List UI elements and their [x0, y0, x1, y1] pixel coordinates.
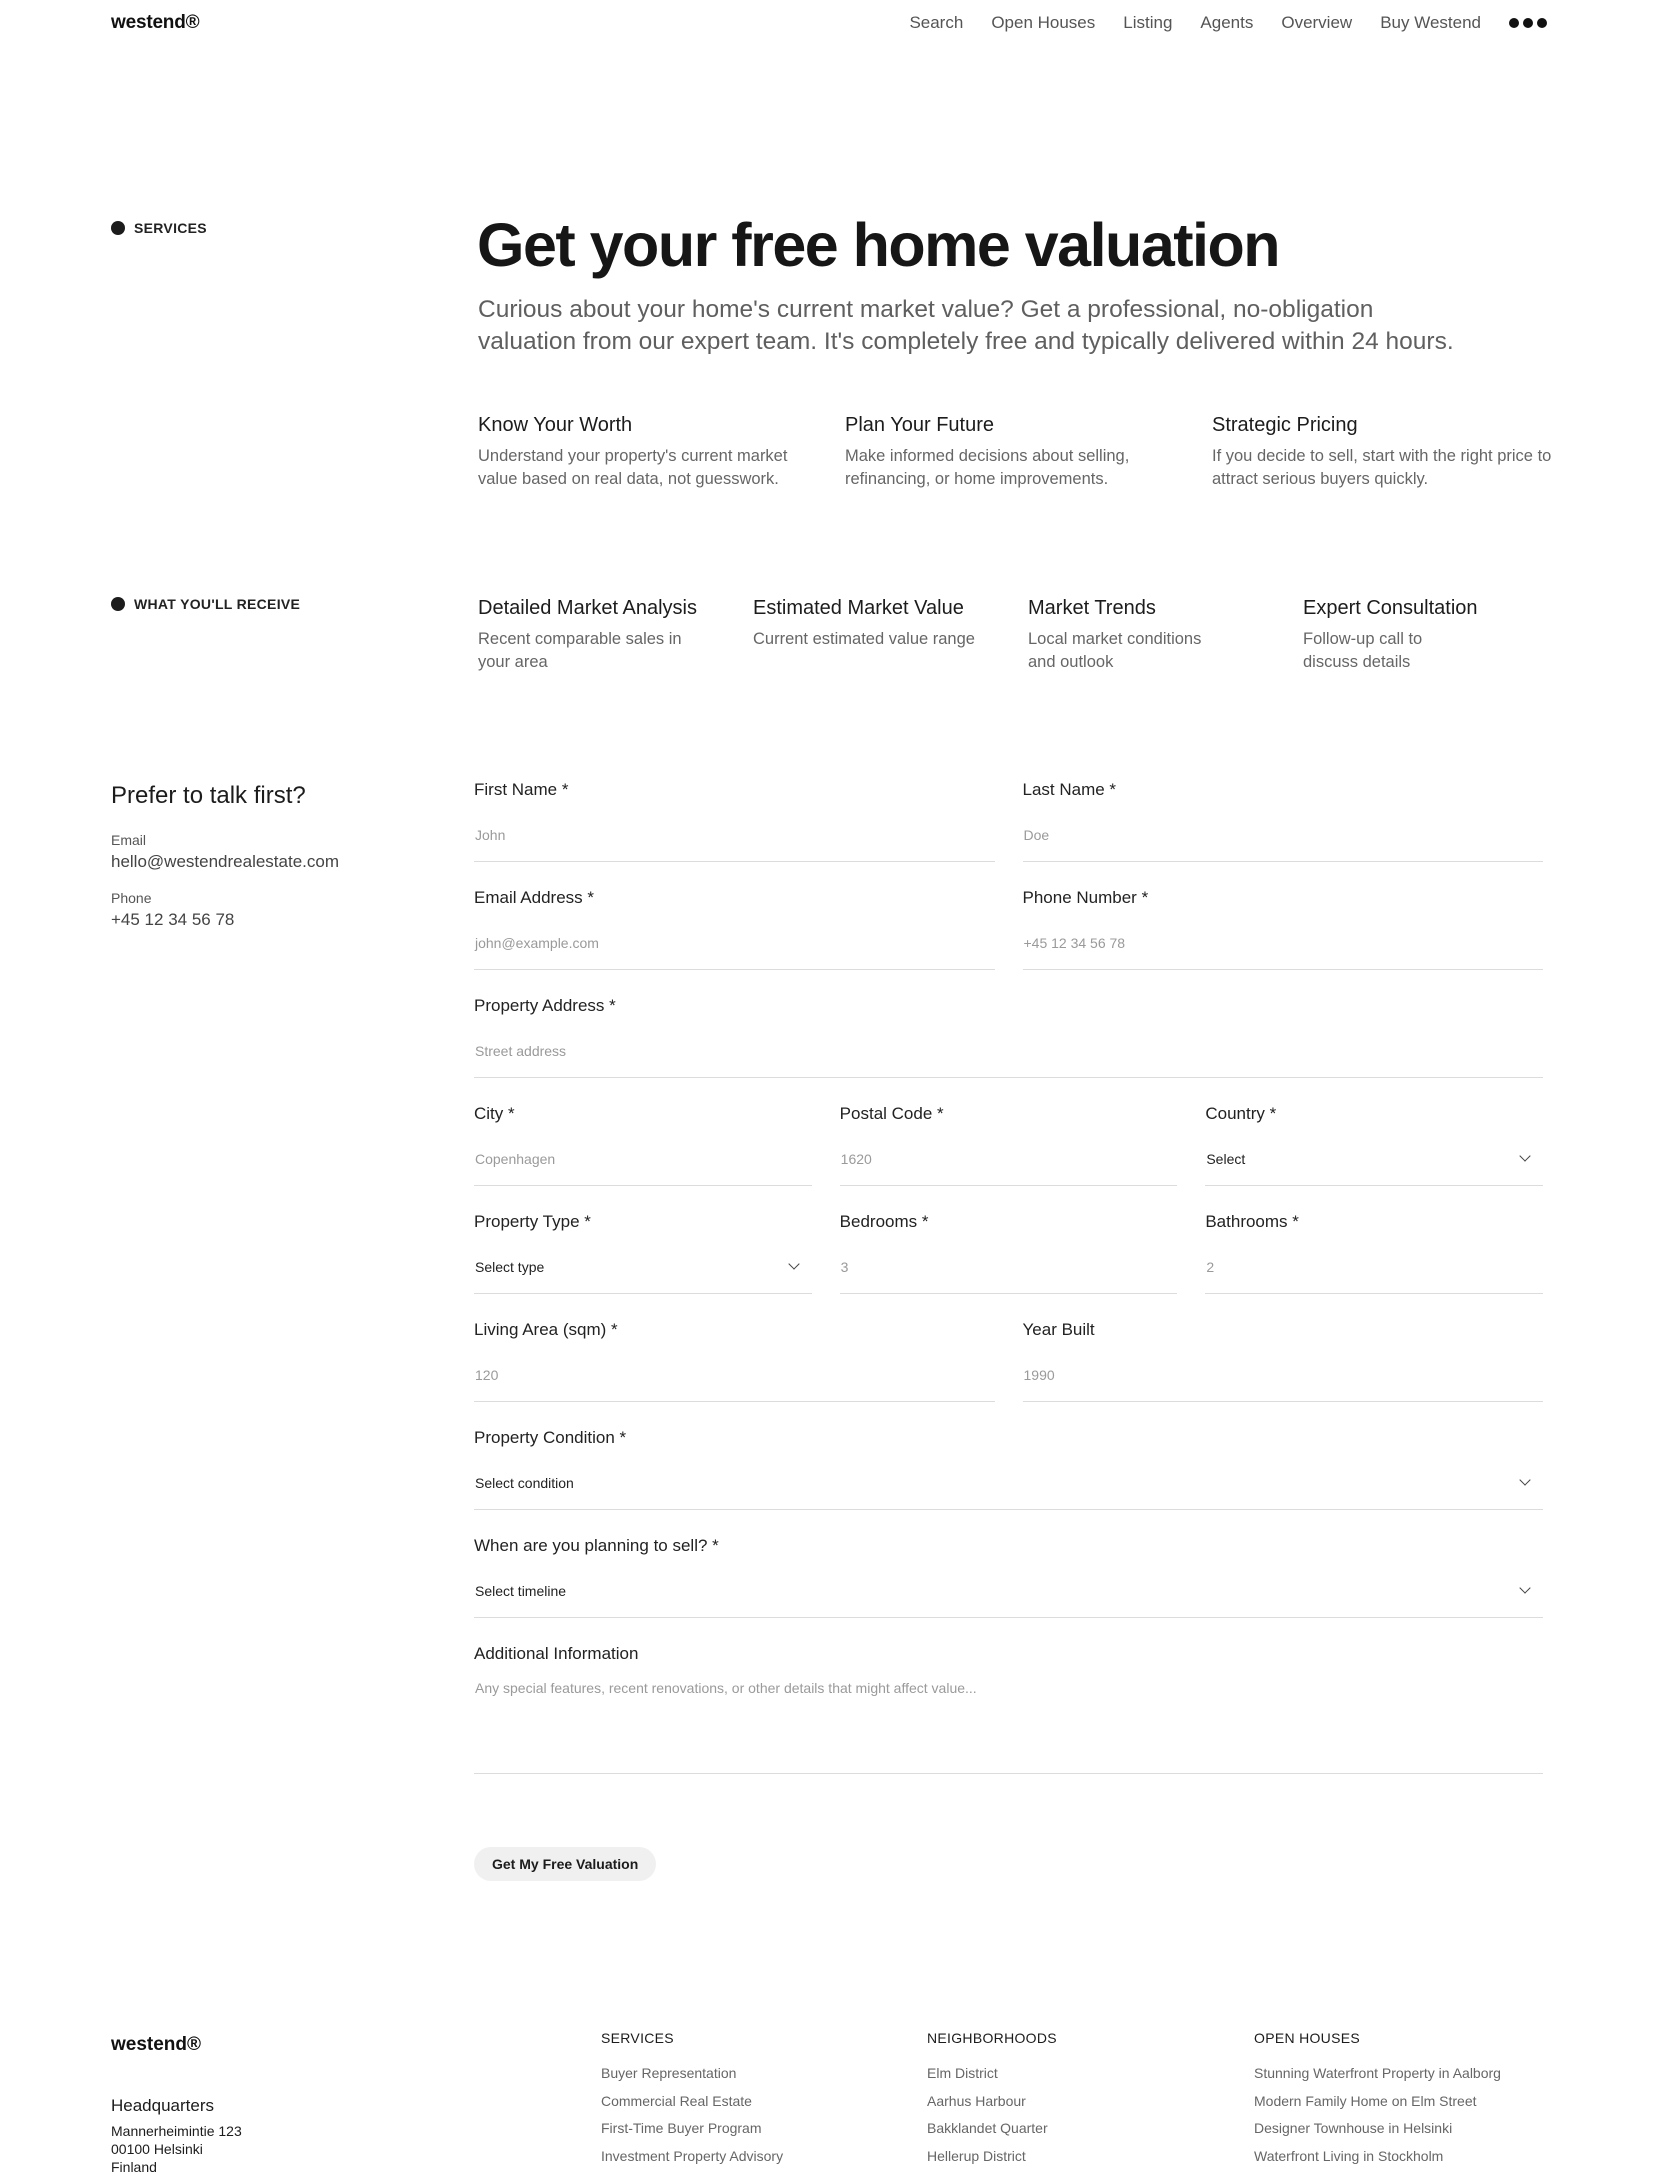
- receive-label-text: WHAT YOU'LL RECEIVE: [134, 596, 301, 612]
- chevron-down-icon: [1519, 1474, 1530, 1485]
- page-title: Get your free home valuation: [477, 211, 1280, 279]
- postal-code-input[interactable]: [840, 1126, 1178, 1186]
- receive-list: [478, 597, 1578, 674]
- field-label: Living Area (sqm) *: [474, 1320, 618, 1339]
- last-name-field: [1023, 780, 1544, 862]
- footer-column-title: SERVICES: [601, 2030, 674, 2046]
- benefit-item: [1212, 414, 1579, 491]
- field-label: Last Name *: [1022, 780, 1117, 799]
- main-nav: [909, 10, 1547, 36]
- headquarters: [111, 2096, 242, 2175]
- condition-field: [474, 1428, 1543, 1510]
- bullet-icon: [111, 221, 125, 235]
- footer-logo[interactable]: westend®: [111, 2034, 202, 2055]
- email-input[interactable]: [474, 910, 995, 970]
- timeline-field: [474, 1536, 1543, 1618]
- footer-link[interactable]: Investment Property Advisory: [601, 2147, 784, 2164]
- address-field: [474, 996, 1543, 1078]
- placeholder: John: [475, 826, 506, 843]
- bedrooms-input[interactable]: [840, 1234, 1178, 1294]
- field-label: Year Built: [1022, 1320, 1095, 1339]
- field-label: When are you planning to sell? *: [474, 1536, 719, 1555]
- logo[interactable]: westend®: [111, 12, 200, 33]
- select-value: Select condition: [475, 1474, 574, 1491]
- field-label: Bedrooms *: [839, 1212, 929, 1231]
- nav-search[interactable]: Search: [909, 13, 964, 32]
- first-name-field: [474, 780, 995, 862]
- phone-field: [1023, 888, 1544, 970]
- footer-open-houses-column: [1254, 2030, 1501, 2175]
- footer-column-title: OPEN HOUSES: [1254, 2030, 1360, 2046]
- nav-agents[interactable]: Agents: [1200, 13, 1254, 32]
- footer-link[interactable]: Aarhus Harbour: [927, 2092, 1026, 2109]
- footer-link[interactable]: Stunning Waterfront Property in Aalborg: [1254, 2065, 1501, 2081]
- hq-line: Mannerheimintie 123: [111, 2123, 242, 2139]
- receive-title: Market Trends: [1028, 597, 1156, 619]
- living-area-input[interactable]: [474, 1342, 995, 1402]
- field-label: Bathrooms *: [1205, 1212, 1299, 1231]
- property-type-select[interactable]: [474, 1234, 812, 1294]
- city-input[interactable]: [474, 1126, 812, 1186]
- field-label: Postal Code *: [839, 1104, 944, 1123]
- address-input[interactable]: [474, 1018, 1543, 1078]
- receive-text: Follow-up call to discuss details: [1303, 630, 1423, 671]
- placeholder: 1620: [840, 1150, 872, 1167]
- select-value: Select timeline: [475, 1582, 567, 1599]
- country-select[interactable]: [1205, 1126, 1543, 1186]
- chevron-down-icon: [1519, 1150, 1530, 1161]
- placeholder: 3: [840, 1258, 849, 1275]
- condition-select[interactable]: [474, 1450, 1543, 1510]
- receive-title: Estimated Market Value: [753, 597, 964, 619]
- select-value: Select type: [475, 1258, 545, 1275]
- bathrooms-input[interactable]: [1205, 1234, 1543, 1294]
- bedrooms-field: [840, 1212, 1178, 1294]
- placeholder: 1990: [1023, 1366, 1055, 1383]
- footer-link[interactable]: Commercial Real Estate: [601, 2092, 752, 2109]
- receive-item: [1303, 597, 1578, 674]
- contact-email-link[interactable]: hello@westendrealestate.com: [111, 852, 339, 871]
- contact-phone-link[interactable]: +45 12 34 56 78: [111, 910, 235, 929]
- receive-item: [478, 597, 753, 674]
- receive-text: Local market conditions and outlook: [1028, 630, 1202, 671]
- city-field: [474, 1104, 812, 1186]
- year-built-field: [1023, 1320, 1544, 1402]
- field-label: Email Address *: [474, 888, 594, 907]
- contact-title: Prefer to talk first?: [111, 782, 306, 809]
- benefit-item: [478, 414, 845, 491]
- footer-link[interactable]: Buyer Representation: [601, 2065, 737, 2081]
- select-value: Select: [1206, 1150, 1246, 1167]
- benefit-text: If you decide to sell, start with the right price to attract serious buyers quickly.: [1212, 447, 1552, 488]
- field-label: First Name *: [474, 780, 569, 799]
- benefit-title: Strategic Pricing: [1212, 414, 1358, 436]
- submit-valuation-button[interactable]: Get My Free Valuation: [474, 1847, 656, 1881]
- footer-column-title: NEIGHBORHOODS: [927, 2030, 1057, 2046]
- footer-link[interactable]: Waterfront Living in Stockholm: [1254, 2147, 1444, 2164]
- valuation-form: [474, 780, 1543, 1800]
- footer-link[interactable]: First-Time Buyer Program: [601, 2120, 762, 2136]
- field-label: Phone Number *: [1022, 888, 1149, 907]
- contact-phone-label: Phone: [111, 890, 152, 906]
- services-label-text: SERVICES: [134, 220, 207, 236]
- footer-link[interactable]: Bakklandet Quarter: [927, 2120, 1048, 2136]
- chevron-down-icon: [1519, 1582, 1530, 1593]
- receive-title: Expert Consultation: [1303, 597, 1478, 619]
- receive-section-label: [111, 596, 300, 612]
- additional-info-field: [474, 1644, 1543, 1774]
- placeholder: 2: [1206, 1258, 1215, 1275]
- field-label: Property Address *: [474, 996, 616, 1015]
- placeholder: Copenhagen: [475, 1150, 556, 1167]
- property-type-field: [474, 1212, 812, 1294]
- field-label: Additional Information: [474, 1644, 639, 1663]
- footer-link[interactable]: Designer Townhouse in Helsinki: [1254, 2120, 1453, 2136]
- postal-code-field: [840, 1104, 1178, 1186]
- field-label: Property Type *: [474, 1212, 591, 1231]
- additional-info-textarea[interactable]: [474, 1666, 1543, 1774]
- page-subtitle: Curious about your home's current market value? Get a professional, no-obligation valuation from our expert team. It's completely free and typically delivered within 24 hours.: [478, 296, 1454, 355]
- last-name-input[interactable]: [1023, 802, 1544, 862]
- benefit-text: Make informed decisions about selling, refinancing, or home improvements.: [845, 447, 1130, 488]
- receive-text: Current estimated value range: [753, 630, 975, 648]
- footer-link[interactable]: Elm District: [927, 2065, 998, 2081]
- bullet-icon: [111, 597, 125, 611]
- receive-title: Detailed Market Analysis: [478, 597, 697, 619]
- hq-line: Finland: [111, 2159, 157, 2175]
- footer-link[interactable]: Hellerup District: [927, 2147, 1026, 2164]
- email-field: [474, 888, 995, 970]
- bathrooms-field: [1205, 1212, 1543, 1294]
- footer-neighborhoods-column: [927, 2030, 1057, 2175]
- timeline-select[interactable]: [474, 1558, 1543, 1618]
- living-area-field: [474, 1320, 995, 1402]
- first-name-input[interactable]: [474, 802, 995, 862]
- hq-title: Headquarters: [111, 2096, 215, 2115]
- receive-item: [753, 597, 1028, 674]
- placeholder: Doe: [1023, 826, 1050, 843]
- hq-line: 00100 Helsinki: [111, 2141, 203, 2157]
- placeholder: 120: [475, 1366, 499, 1383]
- nav-overview[interactable]: Overview: [1281, 13, 1353, 32]
- phone-input[interactable]: [1023, 910, 1544, 970]
- nav-listing[interactable]: Listing: [1123, 13, 1173, 32]
- placeholder: Any special features, recent renovations, or other details that might affect value...: [475, 1680, 977, 1696]
- nav-open-houses[interactable]: Open Houses: [991, 13, 1096, 32]
- field-label: City *: [474, 1104, 515, 1123]
- contact-panel: [111, 782, 431, 948]
- footer-link[interactable]: Modern Family Home on Elm Street: [1254, 2092, 1477, 2109]
- field-label: Property Condition *: [474, 1428, 627, 1447]
- benefit-item: [845, 414, 1212, 491]
- receive-item: [1028, 597, 1303, 674]
- year-built-input[interactable]: [1023, 1342, 1544, 1402]
- benefits-list: [478, 414, 1579, 491]
- placeholder: +45 12 34 56 78: [1023, 934, 1126, 951]
- benefit-title: Know Your Worth: [478, 414, 633, 436]
- contact-email-label: Email: [111, 832, 147, 848]
- services-section-label: [111, 220, 207, 236]
- footer-services-column: [601, 2030, 783, 2175]
- country-field: [1205, 1104, 1543, 1186]
- field-label: Country *: [1205, 1104, 1277, 1123]
- benefit-title: Plan Your Future: [845, 414, 994, 436]
- more-menu-icon[interactable]: [1509, 18, 1547, 28]
- chevron-down-icon: [788, 1258, 799, 1269]
- placeholder: Street address: [475, 1042, 567, 1059]
- placeholder: john@example.com: [475, 934, 599, 951]
- receive-text: Recent comparable sales in your area: [478, 630, 682, 671]
- nav-buy-westend[interactable]: Buy Westend: [1380, 13, 1481, 32]
- benefit-text: Understand your property's current market value based on real data, not guesswork.: [478, 447, 788, 488]
